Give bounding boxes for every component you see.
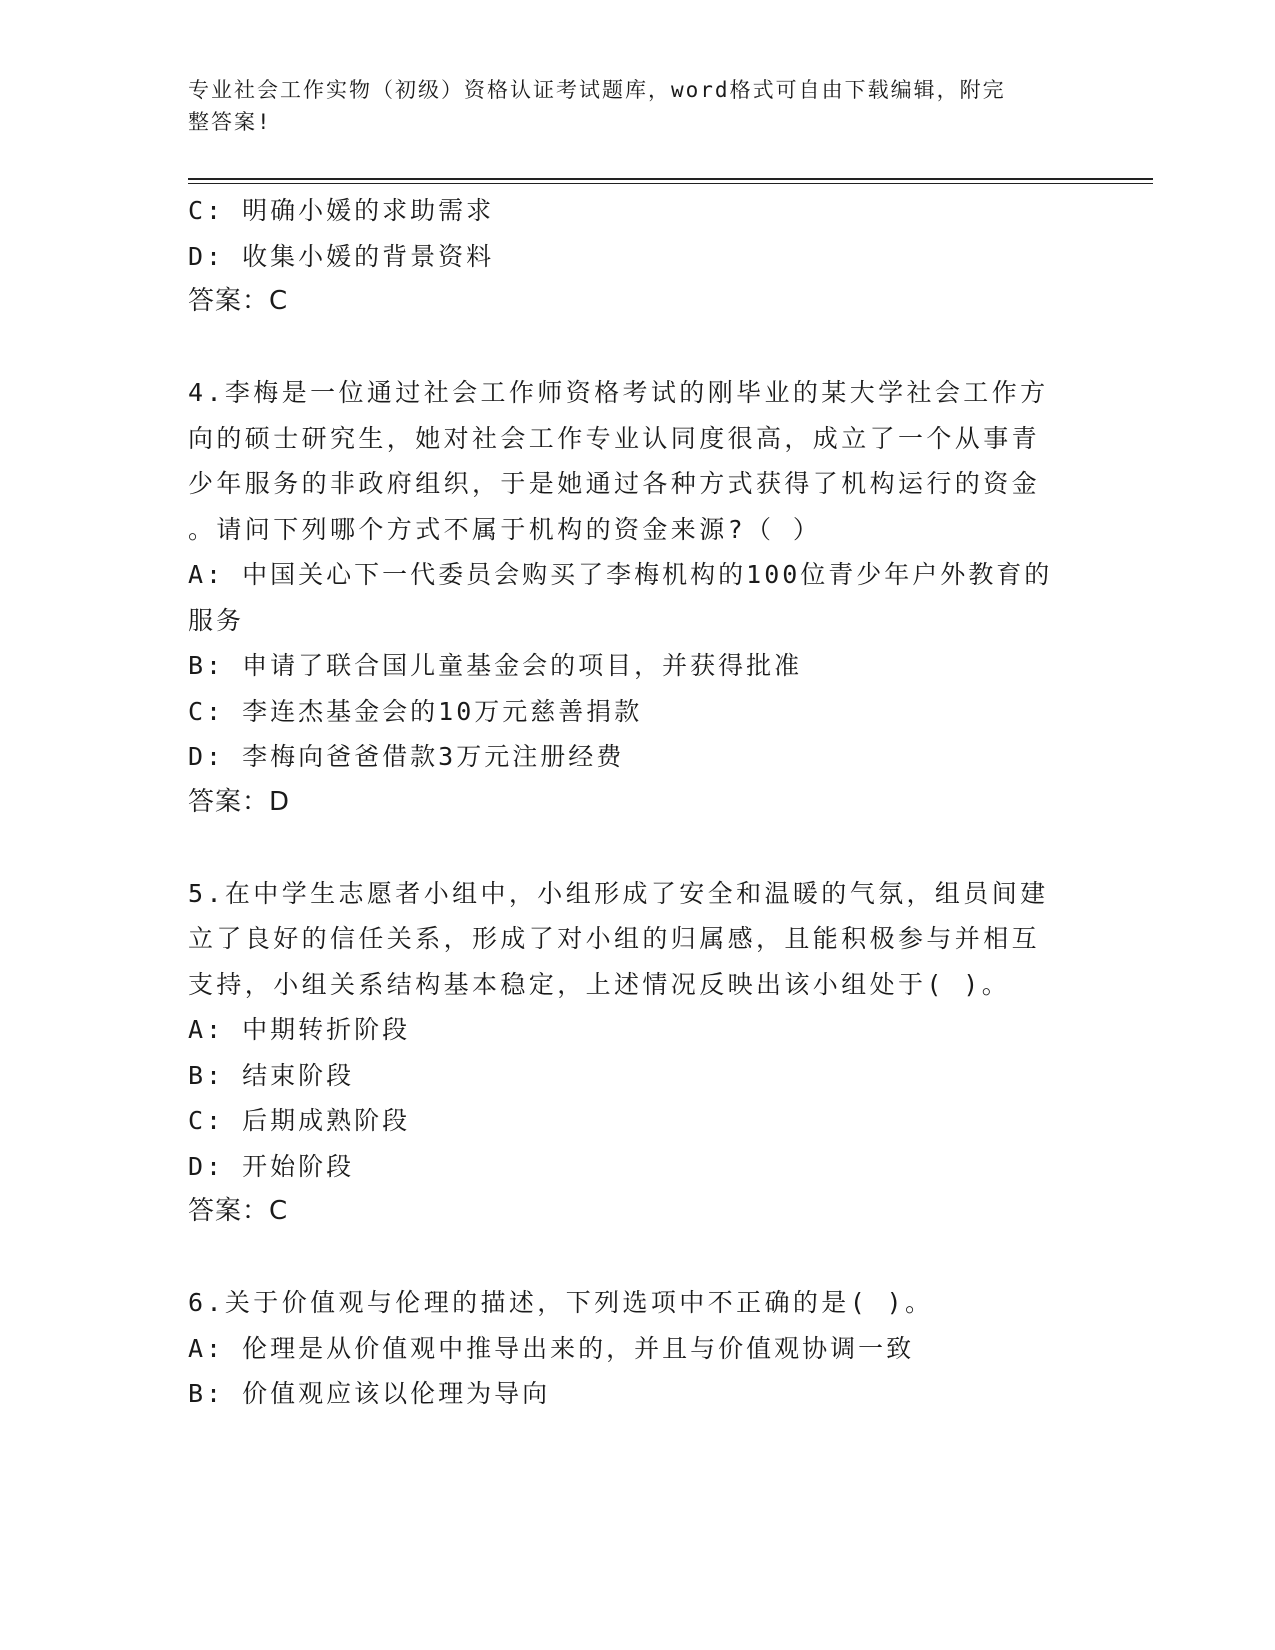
question-stem-line: 6.关于价值观与伦理的描述，下列选项中不正确的是( )。 <box>188 1288 934 1317</box>
option-c: C: 后期成熟阶段 <box>188 1106 411 1135</box>
option-a: A: 伦理是从价值观中推导出来的，并且与价值观协调一致 <box>188 1333 915 1363</box>
option-c: C: 明确小媛的求助需求 <box>188 196 495 225</box>
option-a: A: 中国关心下一代委员会购买了李梅机构的100位青少年户外教育的 <box>188 560 1053 589</box>
option-c: C: 李连杰基金会的10万元慈善捐款 <box>188 696 643 726</box>
spacer <box>188 325 1088 371</box>
question-stem-line: 少年服务的非政府组织，于是她通过各种方式获得了机构运行的资金 <box>188 469 1041 498</box>
option-a-continued: 服务 <box>188 605 245 635</box>
header-rule-thick <box>188 178 1153 180</box>
question-stem-line: 立了良好的信任关系，形成了对小组的归属感，且能积极参与并相互 <box>188 924 1041 953</box>
option-a: A: 中期转折阶段 <box>188 1015 411 1044</box>
question-5 <box>188 871 1088 1235</box>
question-3-continued <box>188 188 1088 325</box>
option-d: D: 李梅向爸爸借款3万元注册经费 <box>188 742 625 771</box>
page-header <box>188 74 1088 138</box>
question-stem-line: 向的硕士研究生，她对社会工作专业认同度很高，成立了一个从事青 <box>188 423 1041 453</box>
header-line-2: 整答案! <box>188 110 272 134</box>
spacer <box>188 1235 1088 1281</box>
spacer <box>188 825 1088 871</box>
header-line-1: 专业社会工作实物（初级）资格认证考试题库，word格式可自由下载编辑，附完 <box>188 78 1006 102</box>
question-stem-line: 4.李梅是一位通过社会工作师资格考试的刚毕业的某大学社会工作方 <box>188 378 1049 407</box>
option-b: B: 申请了联合国儿童基金会的项目，并获得批准 <box>188 651 803 680</box>
question-4 <box>188 370 1088 825</box>
option-b: B: 价值观应该以伦理为导向 <box>188 1379 551 1408</box>
page-content <box>188 188 1088 1417</box>
header-rule-thin <box>188 183 1153 184</box>
answer-line: 答案：D <box>188 786 291 817</box>
answer-line: 答案：C <box>188 1196 289 1226</box>
question-stem-line: 支持，小组关系结构基本稳定，上述情况反映出该小组处于( )。 <box>188 969 1011 999</box>
answer-line: 答案：C <box>188 286 289 316</box>
question-6 <box>188 1280 1088 1417</box>
question-stem-line: 5.在中学生志愿者小组中，小组形成了安全和温暖的气氛，组员间建 <box>188 878 1049 908</box>
option-d: D: 收集小媛的背景资料 <box>188 241 495 271</box>
question-stem-line: 。请问下列哪个方式不属于机构的资金来源?（ ） <box>188 514 822 544</box>
option-b: B: 结束阶段 <box>188 1060 355 1090</box>
option-d: D: 开始阶段 <box>188 1151 355 1181</box>
